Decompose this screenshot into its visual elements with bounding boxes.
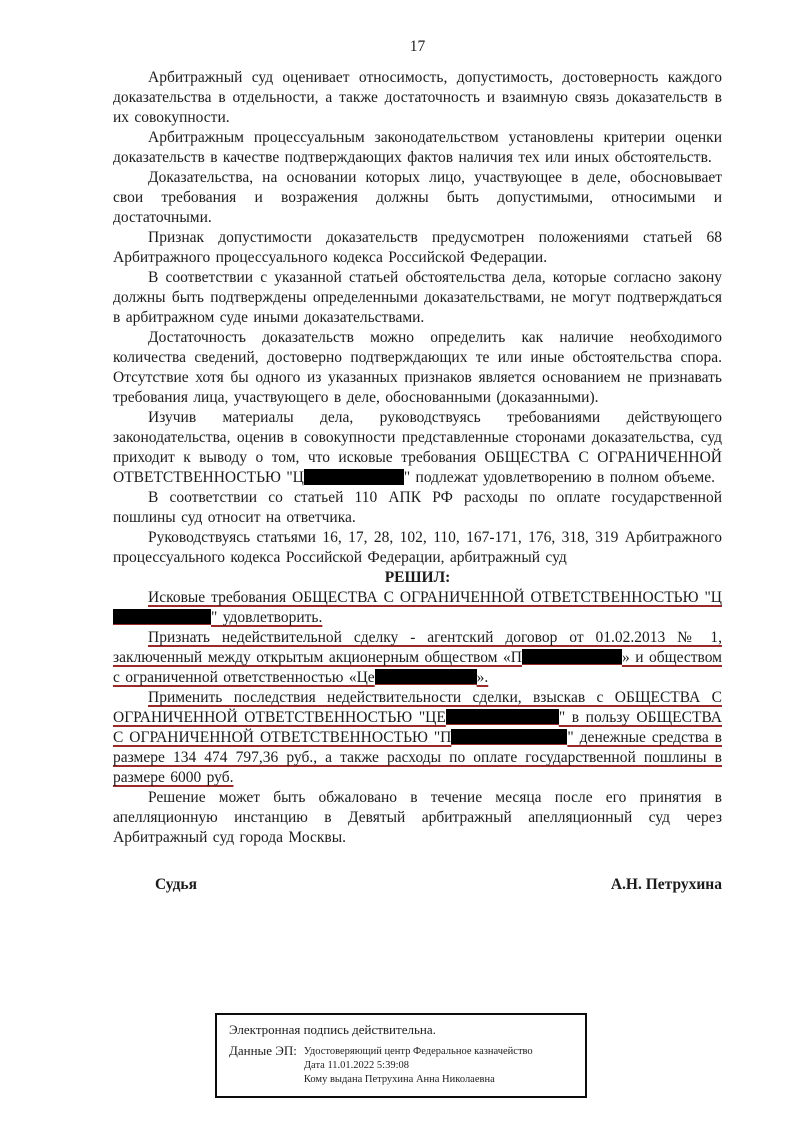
redaction-box [304, 469, 404, 485]
stamp-data-label: Данные ЭП: [229, 1043, 297, 1058]
paragraph-text: Решение может быть обжаловано в течение месяца после его принятия в апелляционную инстанцию в Девятый арбитражный апелляционный суд через Арбитражный суд города Москвы. [113, 789, 722, 846]
paragraph-text: ». [476, 669, 489, 686]
paragraph-text: Арбитражным процессуальным законодательством установлены критерии оценки доказательств в качестве подтверждающих фактов наличия тех или иных обстоятельств. [113, 129, 722, 166]
paragraph [113, 168, 722, 228]
paragraph [113, 588, 722, 628]
redaction-box [451, 729, 567, 745]
stamp-valid-text: Электронная подпись действительна. [229, 1022, 436, 1037]
paragraph [113, 408, 722, 488]
paragraph-text: " в пользу ОБЩЕСТВА С ОГРАНИЧЕННОЙ ОТВЕТСТВЕННОСТЬЮ "П [113, 709, 722, 746]
judge-label: Судья [155, 876, 198, 893]
e-signature-stamp [215, 1013, 587, 1098]
paragraph [113, 128, 722, 168]
paragraph-text: Арбитражный суд оценивает относимость, допустимость, достоверность каждого доказательства в отдельности, а также достаточность и взаимную связь доказательств в их совокупности. [113, 69, 722, 126]
paragraph-text: В соответствии со статьей 110 АПК РФ расходы по оплате государственной пошлины суд относит на ответчика. [113, 489, 722, 526]
document-body [113, 68, 722, 848]
stamp-details [304, 1043, 533, 1087]
paragraph-text: РЕШИЛ: [384, 569, 451, 586]
stamp-date: Дата 11.01.2022 5:39:08 [303, 1060, 410, 1071]
paragraph-text: " подлежат удовлетворению в полном объеме. [403, 469, 715, 486]
paragraph [113, 528, 722, 568]
paragraph-text: Применить последствия недействительности сделки, взыскав с ОБЩЕСТВА С ОГРАНИЧЕННОЙ ОТВЕТСТВЕННОСТЬЮ "ЦЕ [113, 689, 722, 726]
paragraph-text: Достаточность доказательств можно определить как наличие необходимого количества сведений, достоверно подтверждающих те или иные обстоятельства спора. Отсутствие хотя бы одного из указанных признаков является основанием не признавать требования лица, участвующего в деле, обоснованными (доказанными). [113, 329, 722, 406]
paragraph-text: Признак допустимости доказательств предусмотрен положениями статьей 68 Арбитражного процессуального кодекса Российской Федерации. [113, 229, 722, 266]
signature-row [113, 876, 722, 894]
paragraph [113, 788, 722, 848]
paragraph [113, 488, 722, 528]
judge-name: А.Н. Петрухина [610, 876, 722, 893]
paragraph-text: » и обществом с ограниченной ответственностью «Це [113, 649, 722, 686]
stamp-data-row [229, 1043, 575, 1087]
paragraph [113, 688, 722, 788]
redaction-box [522, 649, 622, 665]
paragraph [113, 268, 722, 328]
page-number: 17 [409, 38, 426, 55]
paragraph [113, 628, 722, 688]
paragraph-text: Доказательства, на основании которых лицо, участвующее в деле, обосновывает свои требования и возражения должны быть допустимыми, относимыми и достаточными. [113, 169, 722, 226]
paragraph-text: Руководствуясь статьями 16, 17, 28, 102, 110, 167-171, 176, 318, 319 Арбитражного процессуального кодекса Российской Федерации, арбитражный суд [113, 529, 722, 566]
redaction-box [446, 709, 559, 725]
paragraph-text: " денежные средства в размере 134 474 797,36 руб., а также расходы по оплате государственной пошлины в размере 6000 руб. [113, 729, 722, 786]
stamp-issued-to: Кому выдана Петрухина Анна Николаевна [303, 1074, 495, 1085]
paragraph-text: В соответствии с указанной статьей обстоятельства дела, которые согласно закону должны быть подтверждены определенными доказательствами, не могут подтверждаться в арбитражном суде иными доказательствами. [113, 269, 722, 326]
paragraph-text: Признать недействительной сделку - агентский договор от 01.02.2013 № 1, заключенный между открытым акционерным обществом «П [113, 629, 722, 666]
redaction-box [375, 669, 477, 685]
paragraph-text: Исковые требования ОБЩЕСТВА С ОГРАНИЧЕННОЙ ОТВЕТСТВЕННОСТЬЮ "Ц [148, 589, 722, 606]
paragraph [113, 68, 722, 128]
stamp-issuer: Удостоверяющий центр Федеральное казначейство [303, 1046, 533, 1057]
paragraph [113, 328, 722, 408]
paragraph-text: " удовлетворить. [211, 609, 323, 626]
paragraph [113, 228, 722, 268]
redaction-box [113, 609, 211, 625]
section-heading [113, 568, 722, 588]
paragraph-text: Изучив материалы дела, руководствуясь требованиями действующего законодательства, оценив в совокупности представленные сторонами доказательства, суд приходит к выводу о том, что исковые требования ОБЩЕСТВА С ОГРАНИЧЕННОЙ ОТВЕТСТВЕННОСТЬЮ "Ц [113, 409, 722, 486]
